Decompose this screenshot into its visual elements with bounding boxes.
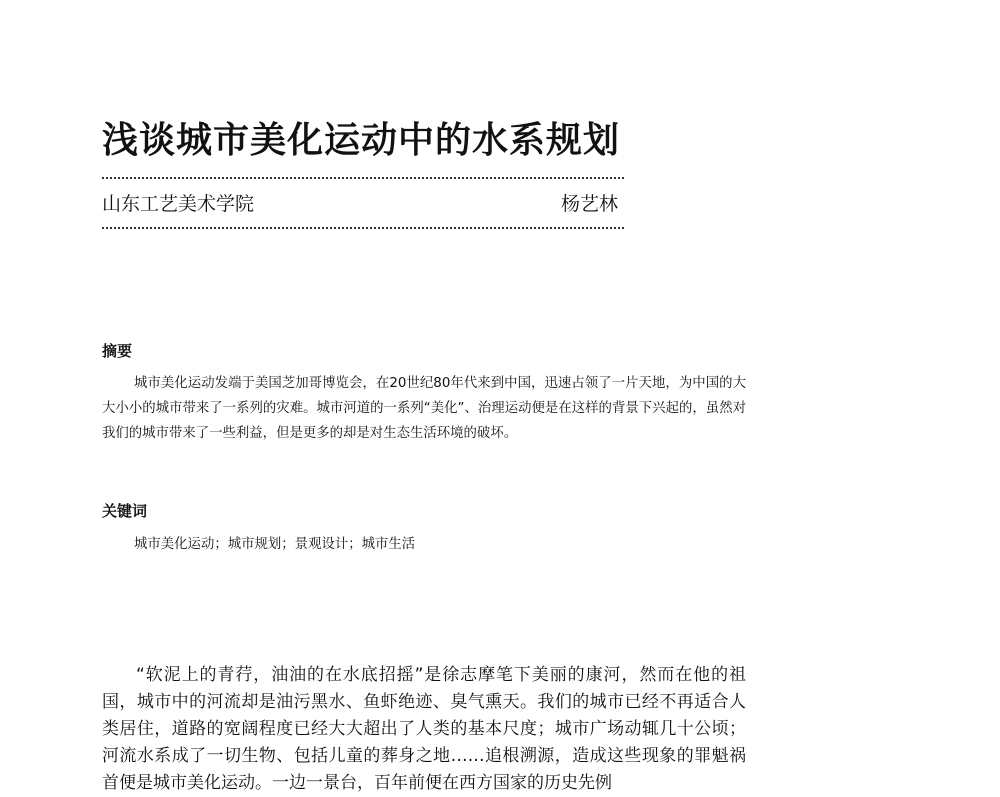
keywords-text: 城市美化运动；城市规划；景观设计；城市生活 (134, 537, 416, 552)
title-divider-bottom (102, 227, 624, 229)
abstract-text: 城市美化运动发端于美国芝加哥博览会，在20世纪80年代来到中国，迅速占领了一片天地，为中国的大大小小的城市带来了一系列的灾难。城市河道的一系列“美化”、治理运动便是在这样的背景下兴起的，虽然对我们的城市带来了一些利益，但是更多的却是对生态生活环境的破坏。 (102, 376, 746, 441)
author-name: 杨艺林 (560, 193, 618, 215)
abstract-heading: 摘要 (102, 342, 133, 360)
paper-title: 浅谈城市美化运动中的水系规划 (102, 120, 621, 161)
body-paragraph: “软泥上的青荇，油油的在水底招摇”是徐志摩笔下美丽的康河，然而在他的祖国，城市中的河流却是油污黑水、鱼虾绝迹、臭气熏天。我们的城市已经不再适合人类居住，道路的宽阔程度已经大大超出了人类的基本尺度；城市广场动辄几十公顷；河流水系成了一切生物、包括儿童的葬身之地……追根溯源，造成这些现象的罪魁祸首便是城市美化运动。一边一景台，百年前便在西方国家的历史先例 (102, 665, 746, 793)
keywords-heading: 关键词 (102, 502, 148, 520)
author-affiliation: 山东工艺美术学院 (102, 193, 255, 215)
title-divider-top (102, 177, 624, 179)
